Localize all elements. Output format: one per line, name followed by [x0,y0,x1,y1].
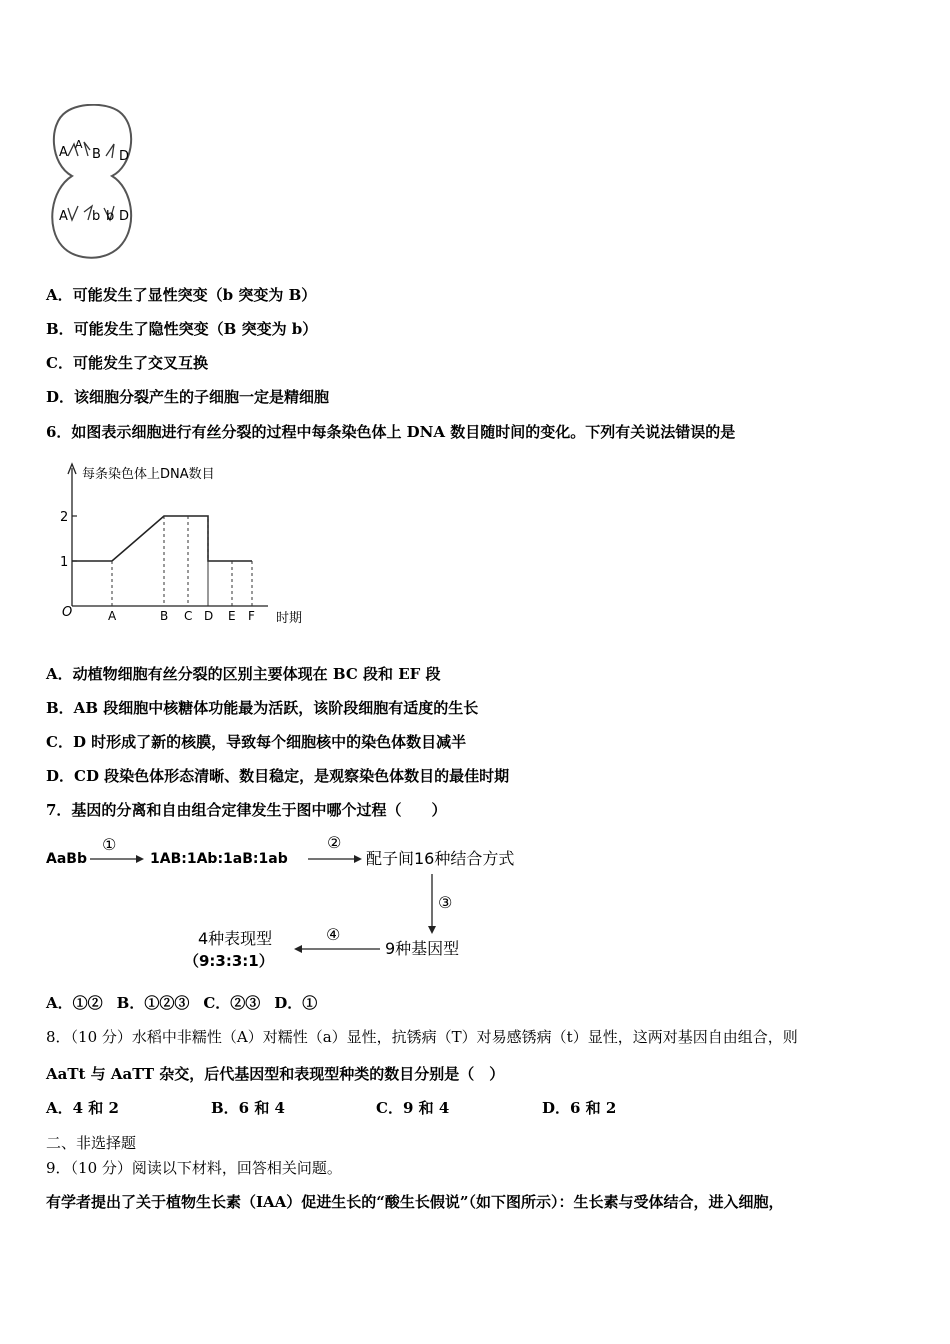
step-2-label: ② [327,833,342,852]
q8-options [46,1098,616,1118]
q7-stem: 7．基因的分离和自由组合定律发生于图中哪个过程（ ） [46,801,447,819]
flow-gametes: 1AB:1Ab:1aB:1ab [150,851,288,867]
genetics-flow-diagram [44,832,544,974]
q8-stem-line2: AaTt 与 AaTT 杂交，后代基因型和表现型种类的数目分别是（ ） [46,1065,505,1083]
cell-bottom-label-1: A [59,209,68,224]
q7-option-d: D．① [274,994,318,1012]
flow-combinations: 配子间16种结合方式 [366,849,515,868]
q5-option-b: B．可能发生了隐性突变（B 突变为 b） [46,320,318,338]
q6-option-b: B．AB 段细胞中核糖体功能最为活跃，该阶段细胞有适度的生长 [46,699,479,717]
q6-option-d: D．CD 段染色体形态清晰、数目稳定，是观察染色体数目的最佳时期 [46,767,510,785]
q9-stem: 9．（10 分）阅读以下材料，回答相关问题。 [46,1159,342,1177]
x-tick-label-A: A [108,609,117,623]
x-axis-label: 时期 [276,611,303,626]
x-tick-label-F: F [248,609,255,623]
origin-label: O [62,605,73,620]
q8-stem-line1: 8．（10 分）水稻中非糯性（A）对糯性（a）显性，抗锈病（T）对易感锈病（t）显性，这两对基因自由组合，则 [46,1028,798,1046]
flow-phenotypes: 4种表现型 [198,929,273,948]
q8-option-b: B．6 和 4 [211,1099,285,1117]
q8-option-c: C．9 和 4 [376,1099,450,1117]
step-4-label: ④ [326,925,341,944]
section-heading: 二、非选择题 [46,1134,137,1152]
x-tick-label-D: D [204,609,214,623]
series-line [72,516,252,561]
cell-top-label-1: A [59,145,68,160]
flow-start: AaBb [46,851,87,867]
q6-option-c: C．D 时形成了新的核膜，导致每个细胞核中的染色体数目减半 [46,733,467,751]
q7-option-a: A．①② [46,994,103,1012]
q6-option-a: A．动植物细胞有丝分裂的区别主要体现在 BC 段和 EF 段 [46,665,441,683]
y-tick-label-1: 1 [60,555,69,570]
q7-options [46,993,317,1013]
flow-ratio: （9:3:3:1） [184,952,274,970]
cell-bottom-label-3: b [106,209,115,224]
q8-option-d: D．6 和 2 [542,1099,617,1117]
x-tick-label-B: B [160,609,169,623]
q8-option-a: A．4 和 2 [46,1099,119,1117]
cell-bottom-label-4: D [119,209,130,224]
q7-option-b: B．①②③ [116,994,190,1012]
dna-per-chromosome-chart [52,456,322,636]
cell-top-label-4: D [119,149,130,164]
q6-stem: 6．如图表示细胞进行有丝分裂的过程中每条染色体上 DNA 数目随时间的变化。下列有关说法错误的是 [46,423,736,441]
x-tick-label-C: C [184,609,193,623]
flow-genotypes: 9种基因型 [385,939,460,958]
q7-option-c: C．②③ [203,994,261,1012]
q5-option-d: D．该细胞分裂产生的子细胞一定是精细胞 [46,388,330,406]
q9-paragraph: 有学者提出了关于植物生长素（IAA）促进生长的“酸生长假说”（如下图所示）：生长素与受体结合，进入细胞， [46,1193,784,1211]
q5-option-a: A．可能发生了显性突变（b 突变为 B） [46,286,317,304]
q5-option-c: C．可能发生了交叉互换 [46,354,208,372]
cell-top-label-2: A [75,138,83,151]
x-tick-label-E: E [228,609,236,623]
y-axis-label: 每条染色体上DNA数目 [82,467,215,482]
cell-division-figure [48,104,138,264]
cell-top-label-3: B [92,147,101,162]
y-tick-label-2: 2 [60,510,69,525]
cell-bottom-label-2: b [92,209,101,224]
step-1-label: ① [102,835,117,854]
step-3-label: ③ [438,893,453,912]
